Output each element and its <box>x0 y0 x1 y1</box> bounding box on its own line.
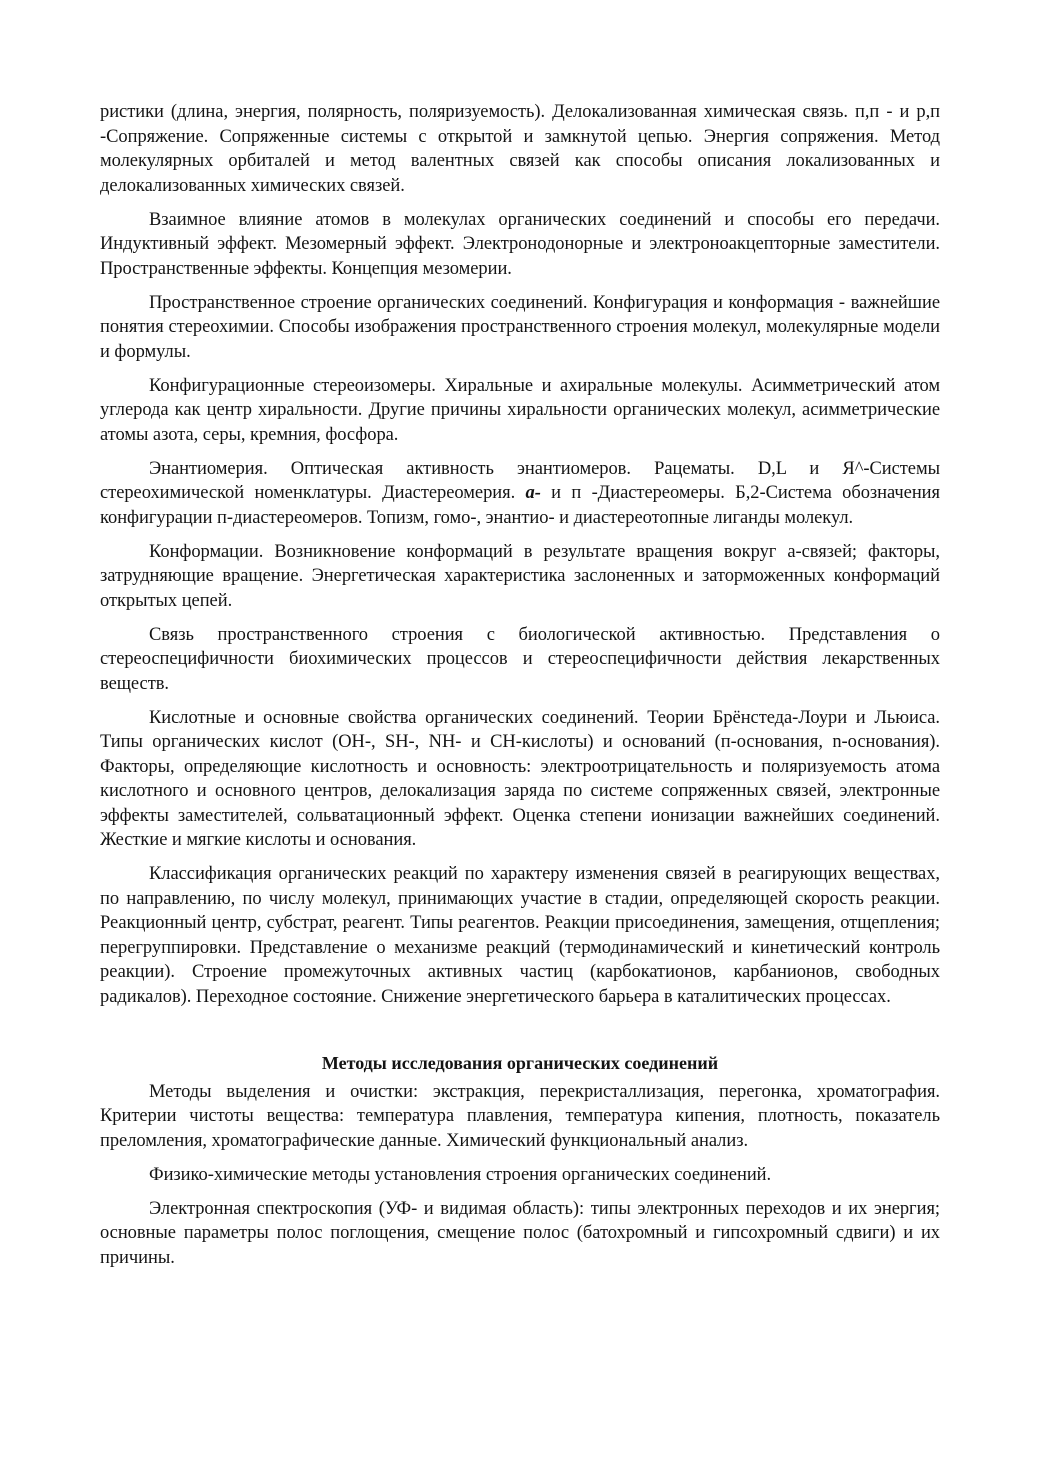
enantiomer-text-2: и п -Диастереомеры. Б,2-Система обозначения конфигурации п-диастереомеров. Топизм, гомо-, энантио- и диастереотопные лиганды молекул. <box>100 483 940 528</box>
document-page <box>100 100 940 1280</box>
paragraph-acid-base: Кислотные и основные свойства органических соединений. Теории Брёнстеда-Лоури и Льюиса. Типы органических кислот (ОН-, SH-, NH- и СН-кислоты) и оснований (п-основания, n-основания). Факторы, определяющие кислотность и основность: электроотрицательность и поляризуемость атома кислотного и основного центров, делокализация заряда по системе сопряженных связей, электронные эффекты заместителей, сольватационный эффект. Оценка степени ионизации важнейших соединений. Жесткие и мягкие кислоты и основания. <box>100 707 940 850</box>
paragraph-physchem-methods: Физико-химические методы установления строения органических соединений. <box>149 1164 772 1185</box>
paragraph-configurational-stereoisomers: Конфигурационные стереоизомеры. Хиральные и ахиральные молекулы. Асимметрический атом углерода как центр хиральности. Другие причины хиральности органических молекул, асимметрические атомы азота, серы, кремния, фосфора. <box>100 375 940 445</box>
enantiomer-emphasis: а- <box>525 483 541 503</box>
paragraph-reaction-classification: Классификация органических реакций по характеру изменения связей в реагирующих веществах, по направлению, по числу молекул, принимающих участие в стадии, определяющей скорость реакции. Реакционный центр, субстрат, реагент. Типы реагентов. Реакции присоединения, замещения, отщепления; перегруппировки. Представление о механизме реакций (термодинамический и кинетический контроль реакции). Строение промежуточных активных частиц (карбокатионов, карбанионов, свободных радикалов). Переходное состояние. Снижение энергетического барьера в каталитических процессах. <box>100 864 940 1007</box>
enantiomer-text-1: Энантиомерия. Оптическая активность энантиомеров. Рацематы. D,L и Я^-Системы стереохимической номенклатуры. Диастереомерия. <box>100 458 940 503</box>
paragraph-conformations: Конформации. Возникновение конформаций в результате вращения вокруг а-связей; факторы, затрудняющие вращение. Энергетическая характеристика заслоненных и заторможенных конформаций открытых цепей. <box>100 541 940 611</box>
paragraph-mutual-influence: Взаимное влияние атомов в молекулах органических соединений и способы его передачи. Индуктивный эффект. Мезомерный эффект. Электронодонорные и электроноакцепторные заместители. Пространственные эффекты. Концепция мезомерии. <box>100 209 940 279</box>
section-heading: Методы исследования органических соединений <box>321 1053 719 1073</box>
paragraph-spatial-structure: Пространственное строение органических соединений. Конфигурация и конформация - важнейшие понятия стереохимии. Способы изображения пространственного строения молекул, молекулярные модели и формулы. <box>100 292 940 362</box>
paragraph-conjugation: ристики (длина, энергия, полярность, поляризуемость). Делокализованная химическая связь. п,п - и р,п -Сопряжение. Сопряженные системы с открытой и замкнутой цепью. Энергия сопряжения. Метод молекулярных орбиталей и метод валентных связей как способы описания локализованных и делокализованных химических связей. <box>100 102 940 196</box>
paragraph-isolation-methods: Методы выделения и очистки: экстракция, перекристаллизация, перегонка, хроматография. Критерии чистоты вещества: температура плавления, температура кипения, плотность, показатель преломления, хроматографические данные. Химический функциональный анализ. <box>100 1081 940 1151</box>
paragraph-electronic-spectroscopy: Электронная спектроскопия (УФ- и видимая область): типы электронных переходов и их энергия; основные параметры полос поглощения, смещение полос (батохромный и гипсохромный сдвиги) и их причины. <box>100 1198 940 1268</box>
paragraph-biological-activity: Связь пространственного строения с биологической активностью. Представления о стереоспецифичности биохимических процессов и стереоспецифичности действия лекарственных веществ. <box>100 624 940 694</box>
paragraph-enantiomerism <box>100 457 940 531</box>
